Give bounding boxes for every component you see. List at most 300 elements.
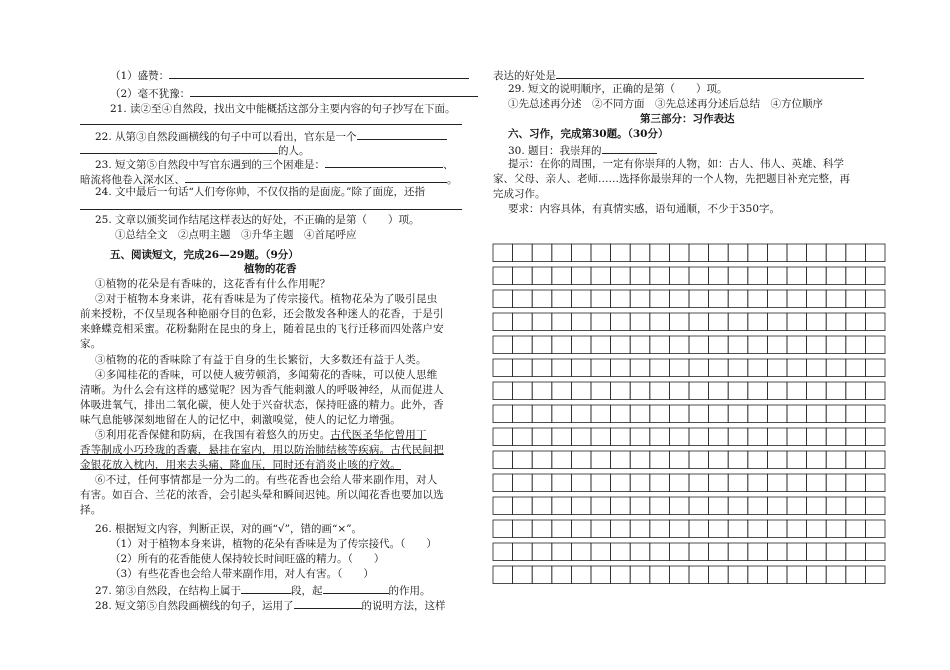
grid-cell[interactable] <box>669 336 689 354</box>
grid-cell[interactable] <box>787 313 807 331</box>
grid-cell[interactable] <box>709 566 729 584</box>
grid-cell[interactable] <box>513 543 533 561</box>
grid-cell[interactable] <box>865 313 885 331</box>
grid-cell[interactable] <box>728 290 748 308</box>
grid-cell[interactable] <box>846 566 866 584</box>
grid-cell[interactable] <box>767 428 787 446</box>
grid-cell[interactable] <box>807 267 827 285</box>
grid-cell[interactable] <box>611 267 631 285</box>
grid-cell[interactable] <box>493 382 513 400</box>
grid-row[interactable] <box>493 290 885 308</box>
grid-cell[interactable] <box>532 543 552 561</box>
grid-cell[interactable] <box>767 313 787 331</box>
grid-cell[interactable] <box>630 520 650 538</box>
grid-cell[interactable] <box>787 336 807 354</box>
grid-cell[interactable] <box>846 428 866 446</box>
grid-cell[interactable] <box>826 497 846 515</box>
grid-cell[interactable] <box>846 497 866 515</box>
grid-cell[interactable] <box>787 428 807 446</box>
grid-cell[interactable] <box>846 474 866 492</box>
grid-cell[interactable] <box>748 497 768 515</box>
grid-cell[interactable] <box>571 336 591 354</box>
grid-cell[interactable] <box>689 290 709 308</box>
grid-cell[interactable] <box>611 566 631 584</box>
grid-cell[interactable] <box>689 359 709 377</box>
grid-cell[interactable] <box>728 474 748 492</box>
grid-cell[interactable] <box>865 474 885 492</box>
grid-cell[interactable] <box>571 313 591 331</box>
grid-cell[interactable] <box>630 405 650 423</box>
grid-cell[interactable] <box>846 267 866 285</box>
answer-blank[interactable] <box>190 86 478 97</box>
grid-cell[interactable] <box>807 520 827 538</box>
grid-cell[interactable] <box>767 336 787 354</box>
grid-cell[interactable] <box>807 543 827 561</box>
grid-cell[interactable] <box>728 451 748 469</box>
grid-cell[interactable] <box>493 566 513 584</box>
grid-cell[interactable] <box>611 543 631 561</box>
grid-cell[interactable] <box>552 244 572 262</box>
grid-cell[interactable] <box>591 290 611 308</box>
grid-cell[interactable] <box>591 520 611 538</box>
grid-cell[interactable] <box>748 313 768 331</box>
grid-cell[interactable] <box>689 520 709 538</box>
grid-cell[interactable] <box>728 382 748 400</box>
grid-cell[interactable] <box>650 543 670 561</box>
grid-cell[interactable] <box>728 244 748 262</box>
grid-cell[interactable] <box>709 290 729 308</box>
grid-cell[interactable] <box>709 543 729 561</box>
grid-cell[interactable] <box>807 451 827 469</box>
grid-cell[interactable] <box>552 497 572 515</box>
grid-cell[interactable] <box>532 382 552 400</box>
grid-cell[interactable] <box>513 313 533 331</box>
grid-row[interactable] <box>493 267 885 285</box>
grid-cell[interactable] <box>846 313 866 331</box>
grid-cell[interactable] <box>591 313 611 331</box>
grid-cell[interactable] <box>865 520 885 538</box>
grid-cell[interactable] <box>787 244 807 262</box>
grid-cell[interactable] <box>513 336 533 354</box>
grid-cell[interactable] <box>513 474 533 492</box>
grid-cell[interactable] <box>513 267 533 285</box>
grid-cell[interactable] <box>767 267 787 285</box>
grid-cell[interactable] <box>571 359 591 377</box>
grid-cell[interactable] <box>826 451 846 469</box>
grid-cell[interactable] <box>611 428 631 446</box>
answer-blank[interactable] <box>325 157 443 168</box>
grid-cell[interactable] <box>669 244 689 262</box>
grid-cell[interactable] <box>689 428 709 446</box>
grid-cell[interactable] <box>552 428 572 446</box>
grid-cell[interactable] <box>513 359 533 377</box>
grid-row[interactable] <box>493 359 885 377</box>
grid-cell[interactable] <box>493 520 513 538</box>
grid-cell[interactable] <box>767 451 787 469</box>
grid-cell[interactable] <box>826 382 846 400</box>
grid-cell[interactable] <box>787 267 807 285</box>
grid-cell[interactable] <box>669 267 689 285</box>
grid-cell[interactable] <box>846 359 866 377</box>
grid-cell[interactable] <box>689 405 709 423</box>
grid-cell[interactable] <box>709 474 729 492</box>
grid-cell[interactable] <box>630 451 650 469</box>
grid-cell[interactable] <box>591 543 611 561</box>
grid-cell[interactable] <box>787 497 807 515</box>
grid-cell[interactable] <box>591 382 611 400</box>
grid-cell[interactable] <box>630 244 650 262</box>
grid-cell[interactable] <box>846 244 866 262</box>
grid-cell[interactable] <box>571 474 591 492</box>
grid-cell[interactable] <box>611 405 631 423</box>
grid-cell[interactable] <box>532 474 552 492</box>
grid-cell[interactable] <box>532 336 552 354</box>
grid-cell[interactable] <box>513 382 533 400</box>
grid-cell[interactable] <box>787 566 807 584</box>
grid-cell[interactable] <box>669 359 689 377</box>
grid-cell[interactable] <box>846 290 866 308</box>
grid-cell[interactable] <box>709 497 729 515</box>
grid-cell[interactable] <box>513 497 533 515</box>
grid-cell[interactable] <box>865 566 885 584</box>
grid-cell[interactable] <box>611 497 631 515</box>
grid-cell[interactable] <box>865 244 885 262</box>
grid-cell[interactable] <box>669 290 689 308</box>
grid-cell[interactable] <box>532 313 552 331</box>
grid-cell[interactable] <box>728 405 748 423</box>
grid-cell[interactable] <box>728 313 748 331</box>
grid-cell[interactable] <box>787 520 807 538</box>
grid-cell[interactable] <box>767 405 787 423</box>
grid-cell[interactable] <box>728 359 748 377</box>
grid-row[interactable] <box>493 520 885 538</box>
grid-cell[interactable] <box>630 474 650 492</box>
grid-cell[interactable] <box>532 566 552 584</box>
grid-cell[interactable] <box>571 290 591 308</box>
grid-cell[interactable] <box>748 405 768 423</box>
grid-cell[interactable] <box>865 428 885 446</box>
grid-cell[interactable] <box>611 520 631 538</box>
grid-cell[interactable] <box>846 520 866 538</box>
grid-cell[interactable] <box>807 359 827 377</box>
grid-cell[interactable] <box>552 405 572 423</box>
grid-cell[interactable] <box>748 382 768 400</box>
grid-row[interactable] <box>493 497 885 515</box>
grid-cell[interactable] <box>709 359 729 377</box>
grid-cell[interactable] <box>513 405 533 423</box>
answer-blank[interactable] <box>294 598 362 609</box>
grid-cell[interactable] <box>493 359 513 377</box>
grid-cell[interactable] <box>865 405 885 423</box>
grid-cell[interactable] <box>552 566 572 584</box>
grid-cell[interactable] <box>493 405 513 423</box>
grid-cell[interactable] <box>728 336 748 354</box>
grid-cell[interactable] <box>709 382 729 400</box>
grid-cell[interactable] <box>767 359 787 377</box>
grid-cell[interactable] <box>865 382 885 400</box>
grid-cell[interactable] <box>709 336 729 354</box>
grid-cell[interactable] <box>709 244 729 262</box>
grid-cell[interactable] <box>532 428 552 446</box>
grid-cell[interactable] <box>865 290 885 308</box>
grid-cell[interactable] <box>532 267 552 285</box>
grid-cell[interactable] <box>571 451 591 469</box>
grid-cell[interactable] <box>571 428 591 446</box>
answer-blank[interactable] <box>80 143 278 154</box>
grid-cell[interactable] <box>493 428 513 446</box>
answer-blank[interactable] <box>169 68 469 79</box>
grid-cell[interactable] <box>728 497 748 515</box>
grid-cell[interactable] <box>650 428 670 446</box>
grid-cell[interactable] <box>807 405 827 423</box>
grid-cell[interactable] <box>767 543 787 561</box>
grid-cell[interactable] <box>728 267 748 285</box>
grid-cell[interactable] <box>532 520 552 538</box>
grid-cell[interactable] <box>493 290 513 308</box>
grid-cell[interactable] <box>630 267 650 285</box>
grid-cell[interactable] <box>826 336 846 354</box>
grid-row[interactable] <box>493 336 885 354</box>
grid-cell[interactable] <box>611 382 631 400</box>
essay-title-blank[interactable] <box>602 143 657 154</box>
grid-cell[interactable] <box>807 290 827 308</box>
grid-cell[interactable] <box>513 520 533 538</box>
grid-cell[interactable] <box>591 497 611 515</box>
grid-cell[interactable] <box>552 382 572 400</box>
grid-row[interactable] <box>493 474 885 492</box>
grid-cell[interactable] <box>591 451 611 469</box>
grid-cell[interactable] <box>787 543 807 561</box>
grid-cell[interactable] <box>669 451 689 469</box>
grid-cell[interactable] <box>787 405 807 423</box>
grid-cell[interactable] <box>767 520 787 538</box>
grid-cell[interactable] <box>493 474 513 492</box>
grid-cell[interactable] <box>826 428 846 446</box>
grid-cell[interactable] <box>571 520 591 538</box>
answer-blank[interactable] <box>323 583 389 594</box>
grid-cell[interactable] <box>865 267 885 285</box>
grid-cell[interactable] <box>591 359 611 377</box>
grid-cell[interactable] <box>650 497 670 515</box>
grid-cell[interactable] <box>689 336 709 354</box>
grid-cell[interactable] <box>552 543 572 561</box>
grid-cell[interactable] <box>650 382 670 400</box>
grid-cell[interactable] <box>709 451 729 469</box>
grid-cell[interactable] <box>748 267 768 285</box>
grid-cell[interactable] <box>552 474 572 492</box>
grid-cell[interactable] <box>807 428 827 446</box>
grid-cell[interactable] <box>571 405 591 423</box>
grid-cell[interactable] <box>630 336 650 354</box>
grid-row[interactable] <box>493 543 885 561</box>
grid-cell[interactable] <box>826 520 846 538</box>
grid-cell[interactable] <box>493 497 513 515</box>
grid-cell[interactable] <box>611 336 631 354</box>
grid-cell[interactable] <box>709 313 729 331</box>
grid-cell[interactable] <box>591 566 611 584</box>
answer-line[interactable] <box>80 124 462 125</box>
grid-cell[interactable] <box>826 313 846 331</box>
grid-cell[interactable] <box>591 474 611 492</box>
grid-cell[interactable] <box>826 359 846 377</box>
grid-cell[interactable] <box>807 336 827 354</box>
grid-cell[interactable] <box>493 543 513 561</box>
grid-cell[interactable] <box>689 451 709 469</box>
grid-cell[interactable] <box>630 566 650 584</box>
grid-cell[interactable] <box>630 543 650 561</box>
grid-cell[interactable] <box>532 405 552 423</box>
grid-cell[interactable] <box>493 313 513 331</box>
grid-cell[interactable] <box>846 451 866 469</box>
grid-cell[interactable] <box>728 520 748 538</box>
grid-cell[interactable] <box>493 336 513 354</box>
grid-cell[interactable] <box>748 474 768 492</box>
grid-cell[interactable] <box>552 336 572 354</box>
grid-cell[interactable] <box>669 497 689 515</box>
grid-cell[interactable] <box>611 359 631 377</box>
grid-cell[interactable] <box>650 359 670 377</box>
grid-cell[interactable] <box>611 244 631 262</box>
grid-cell[interactable] <box>552 451 572 469</box>
grid-row[interactable] <box>493 428 885 446</box>
grid-cell[interactable] <box>571 566 591 584</box>
grid-cell[interactable] <box>865 359 885 377</box>
grid-cell[interactable] <box>669 566 689 584</box>
grid-cell[interactable] <box>807 566 827 584</box>
grid-cell[interactable] <box>689 474 709 492</box>
grid-cell[interactable] <box>611 474 631 492</box>
grid-cell[interactable] <box>748 244 768 262</box>
grid-cell[interactable] <box>669 543 689 561</box>
grid-cell[interactable] <box>826 543 846 561</box>
grid-cell[interactable] <box>787 290 807 308</box>
grid-cell[interactable] <box>748 451 768 469</box>
grid-cell[interactable] <box>591 244 611 262</box>
grid-cell[interactable] <box>807 497 827 515</box>
grid-cell[interactable] <box>826 244 846 262</box>
grid-cell[interactable] <box>571 267 591 285</box>
answer-line[interactable] <box>80 209 462 210</box>
grid-row[interactable] <box>493 244 885 262</box>
grid-cell[interactable] <box>650 566 670 584</box>
grid-cell[interactable] <box>767 290 787 308</box>
grid-cell[interactable] <box>650 474 670 492</box>
grid-cell[interactable] <box>669 520 689 538</box>
grid-cell[interactable] <box>846 382 866 400</box>
grid-cell[interactable] <box>493 451 513 469</box>
grid-cell[interactable] <box>767 497 787 515</box>
grid-cell[interactable] <box>650 290 670 308</box>
grid-cell[interactable] <box>513 566 533 584</box>
grid-cell[interactable] <box>630 290 650 308</box>
grid-cell[interactable] <box>689 566 709 584</box>
grid-cell[interactable] <box>669 428 689 446</box>
grid-cell[interactable] <box>689 497 709 515</box>
grid-cell[interactable] <box>552 290 572 308</box>
grid-cell[interactable] <box>748 359 768 377</box>
answer-blank[interactable] <box>556 68 864 79</box>
grid-cell[interactable] <box>552 359 572 377</box>
grid-cell[interactable] <box>689 543 709 561</box>
grid-cell[interactable] <box>552 313 572 331</box>
grid-cell[interactable] <box>513 451 533 469</box>
grid-cell[interactable] <box>493 244 513 262</box>
grid-cell[interactable] <box>532 290 552 308</box>
grid-row[interactable] <box>493 451 885 469</box>
grid-cell[interactable] <box>728 428 748 446</box>
grid-cell[interactable] <box>650 520 670 538</box>
grid-cell[interactable] <box>748 543 768 561</box>
grid-cell[interactable] <box>826 405 846 423</box>
grid-cell[interactable] <box>748 566 768 584</box>
grid-cell[interactable] <box>532 497 552 515</box>
grid-row[interactable] <box>493 405 885 423</box>
grid-cell[interactable] <box>728 543 748 561</box>
grid-cell[interactable] <box>709 428 729 446</box>
grid-cell[interactable] <box>767 566 787 584</box>
grid-cell[interactable] <box>650 451 670 469</box>
grid-row[interactable] <box>493 313 885 331</box>
grid-cell[interactable] <box>571 543 591 561</box>
grid-cell[interactable] <box>669 313 689 331</box>
grid-cell[interactable] <box>552 520 572 538</box>
grid-cell[interactable] <box>865 451 885 469</box>
grid-row[interactable] <box>493 382 885 400</box>
grid-cell[interactable] <box>532 359 552 377</box>
grid-cell[interactable] <box>630 382 650 400</box>
grid-cell[interactable] <box>826 267 846 285</box>
grid-cell[interactable] <box>513 290 533 308</box>
grid-cell[interactable] <box>650 267 670 285</box>
grid-cell[interactable] <box>532 244 552 262</box>
grid-cell[interactable] <box>846 336 866 354</box>
grid-cell[interactable] <box>826 566 846 584</box>
grid-cell[interactable] <box>689 313 709 331</box>
grid-cell[interactable] <box>709 267 729 285</box>
grid-cell[interactable] <box>611 451 631 469</box>
grid-cell[interactable] <box>846 543 866 561</box>
grid-cell[interactable] <box>807 474 827 492</box>
grid-cell[interactable] <box>669 474 689 492</box>
grid-cell[interactable] <box>689 267 709 285</box>
grid-cell[interactable] <box>689 244 709 262</box>
grid-cell[interactable] <box>513 244 533 262</box>
grid-cell[interactable] <box>532 451 552 469</box>
composition-grid[interactable] <box>491 242 891 594</box>
grid-cell[interactable] <box>611 313 631 331</box>
grid-cell[interactable] <box>865 336 885 354</box>
grid-cell[interactable] <box>767 244 787 262</box>
grid-cell[interactable] <box>748 336 768 354</box>
grid-cell[interactable] <box>571 244 591 262</box>
grid-cell[interactable] <box>846 405 866 423</box>
grid-row[interactable] <box>493 566 885 584</box>
grid-cell[interactable] <box>650 405 670 423</box>
grid-cell[interactable] <box>669 382 689 400</box>
grid-cell[interactable] <box>493 267 513 285</box>
answer-blank[interactable] <box>241 583 291 594</box>
grid-cell[interactable] <box>630 359 650 377</box>
grid-cell[interactable] <box>591 405 611 423</box>
grid-cell[interactable] <box>787 451 807 469</box>
answer-blank[interactable] <box>357 129 447 140</box>
grid-cell[interactable] <box>865 543 885 561</box>
grid-cell[interactable] <box>787 359 807 377</box>
grid-cell[interactable] <box>865 497 885 515</box>
grid-cell[interactable] <box>591 267 611 285</box>
grid-cell[interactable] <box>807 313 827 331</box>
grid-cell[interactable] <box>826 290 846 308</box>
